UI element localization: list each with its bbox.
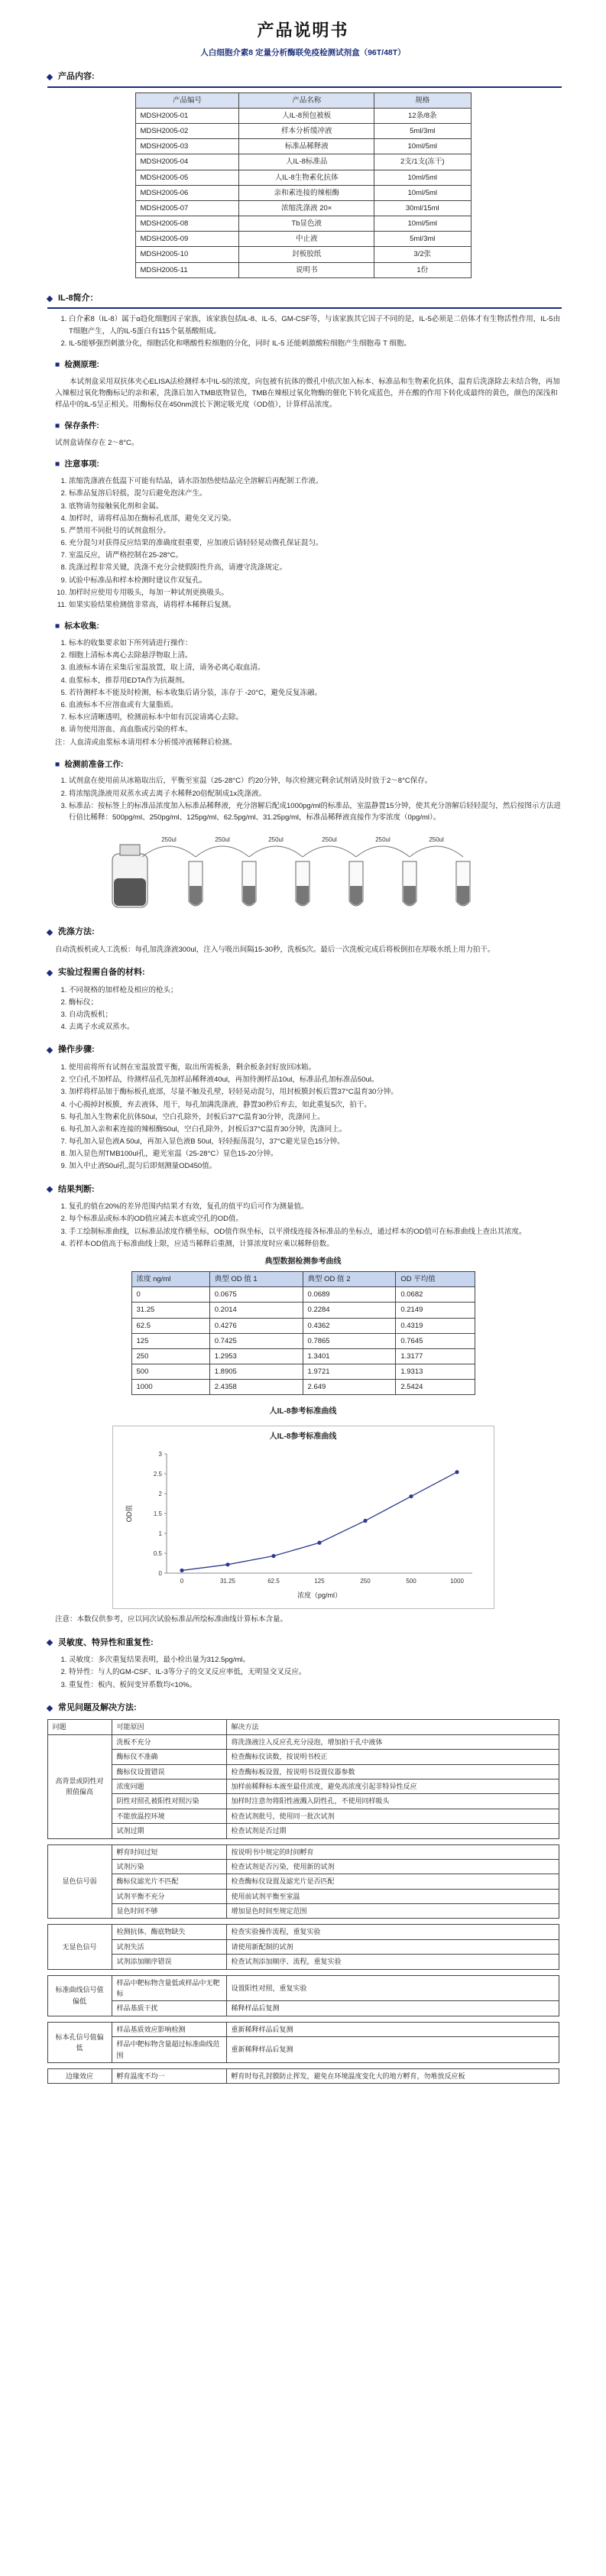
table-cell: 31.25 (131, 1303, 209, 1318)
table-cell: 2.649 (303, 1380, 396, 1395)
y-tick-label: 2.5 (153, 1471, 162, 1478)
table-cell: 0.4362 (303, 1318, 396, 1333)
y-tick-label: 0 (158, 1570, 162, 1578)
table-cell: 0.0682 (396, 1287, 475, 1303)
table-row (131, 1364, 475, 1380)
table-cell: MDSH2005-05 (135, 170, 239, 185)
table-cell: 说明书 (239, 262, 374, 277)
list-item: 2. 细胞上清标本离心去除悬浮物取上清。 (69, 650, 562, 661)
sample-list (55, 638, 562, 736)
diamond-bullet-icon (47, 295, 53, 301)
table-row (47, 1939, 559, 1954)
table-cell: 0.4319 (396, 1318, 475, 1333)
solution-cell: 加样前稀释标本液至最佳浓度，避免高浓度引起非特异性反应 (226, 1779, 559, 1793)
cause-cell: 酶标仪滤光片不匹配 (112, 1874, 226, 1889)
cause-cell: 孵育时间过短 (112, 1844, 226, 1859)
table-cell: Tb显色液 (239, 216, 374, 232)
table-cell: 0.2014 (209, 1303, 303, 1318)
table-row (135, 154, 471, 170)
solution-cell: 检查试剂是否过期 (226, 1824, 559, 1838)
chart-canvas (113, 1443, 494, 1604)
problem-cell: 无显色信号 (47, 1925, 112, 1969)
solution-cell: 加样时注意勿将阳性液溅入阴性孔，不使用同样吸头 (226, 1794, 559, 1809)
result-list (55, 1201, 562, 1250)
table-cell: 0 (131, 1287, 209, 1303)
list-item: 8. 洗涤过程非常关键，洗涤不充分会使假阳性升高，请遵守洗涤规定。 (69, 562, 562, 573)
list-item: 8. 请勿使用溶血、高血脂或污染的样本。 (69, 724, 562, 735)
list-item: 1. 白介素8（IL-8）属于α趋化细胞因子家族，该家族包括IL-8、IL-5、GM-CSF等，与该家族其它因子不同的是，IL-5必须是二倍体才有生物活性作用，IL-5由T细胞产生，人的IL-5蛋白有115个氨基酸组成。 (69, 313, 562, 336)
data-point (409, 1494, 413, 1498)
transfer-arrow-icon (142, 846, 196, 857)
cause-cell: 不能放温控环境 (112, 1809, 226, 1823)
list-item: 11. 如果实验结果检测值非常高，请将样本稀释后复测。 (69, 599, 562, 611)
table-row (47, 1925, 559, 1939)
principle-text: 本试剂盒采用双抗体夹心ELISA法检测样本中IL-5的浓度，向包被有抗体的微孔中依次加入标本、标准品和生物素化抗体，温育后洗涤除去未结合物，再加入辣根过氧化物酶标记的亲和素，洗涤后加入TMB底物显色，TMB在辣根过氧化物酶的催化下转化成蓝色，并在酸的作用下转化成最终的黄色，颜色的深浅和样品中的IL-5呈正相关。用酶标仪在450nm波长下测定吸光度（OD值），计算样品浓度。 (55, 377, 560, 410)
diamond-bullet-icon (47, 970, 53, 976)
table-cell: MDSH2005-02 (135, 123, 239, 138)
solution-cell: 检查试剂批号，使用同一批次试剂 (226, 1809, 559, 1823)
problem-cell: 高背景或阴性对照值偏高 (47, 1734, 112, 1838)
table-header-cell: 典型 OD 值 1 (209, 1271, 303, 1286)
tube-icon (249, 836, 309, 906)
table-row (47, 1779, 559, 1793)
table-cell: 0.7645 (396, 1333, 475, 1348)
table-header-cell: 典型 OD 值 2 (303, 1271, 396, 1286)
solution-cell: 检查试剂添加顺序、流程，重复实验 (226, 1955, 559, 1969)
data-point (317, 1541, 321, 1545)
storage-text: 试剂盒请保存在 2～8°C。 (55, 439, 139, 448)
table-cell: 10ml/5ml (374, 170, 471, 185)
table-row (135, 247, 471, 262)
table-cell: 人IL-8生物素化抗体 (239, 170, 374, 185)
table-cell: 10ml/5ml (374, 139, 471, 154)
list-item: 2. 每个标准品或标本的OD值应减去本底或空孔的OD值。 (69, 1213, 562, 1225)
table-row (47, 1824, 559, 1838)
table-row (135, 108, 471, 123)
table-row (135, 139, 471, 154)
table-row (47, 1794, 559, 1809)
cause-cell: 样品中靶标物含量低或样品中无靶标 (112, 1975, 226, 2001)
list-item: 1. 灵敏度：多次重复结果表明，最小检出量为312.5pg/ml。 (69, 1654, 562, 1666)
section-trouble: 常见问题及解决方法: (47, 1702, 562, 1715)
table-row (131, 1303, 475, 1318)
table-cell: 亲和素连接的辣根酶 (239, 185, 374, 200)
table-header-cell: 问题 (47, 1720, 112, 1734)
solution-cell: 增加显色时间至规定范围 (226, 1904, 559, 1919)
transfer-arrow-icon (410, 846, 463, 857)
solution-cell: 将洗涤液注入反应孔充分浸泡，增加拍干孔中液体 (226, 1734, 559, 1749)
table-header-cell: 可能原因 (112, 1720, 226, 1734)
cause-cell: 试剂失活 (112, 1939, 226, 1954)
table-cell: 3/2张 (374, 247, 471, 262)
cause-cell: 阴性对照孔被阳性对照污染 (112, 1794, 226, 1809)
x-tick-label: 62.5 (267, 1578, 280, 1585)
list-item: 4. 去离子水或双蒸水。 (69, 1021, 562, 1033)
table-cell: 中止液 (239, 232, 374, 247)
spacer-cell (47, 1919, 559, 1925)
cause-cell: 浓度问题 (112, 1779, 226, 1793)
list-item: 1. 使用前将所有试剂在室温放置平衡，取出所需板条，剩余板条封好放回冰箱。 (69, 1062, 562, 1073)
table-cell: MDSH2005-11 (135, 262, 239, 277)
spacer-cell (47, 1969, 559, 1975)
table-spacer (47, 2063, 559, 2069)
solution-cell: 孵育时每孔封膜防止挥发，避免在环境温度变化大的地方孵育，勿堆放反应板 (226, 2069, 559, 2084)
series-line (182, 1472, 457, 1571)
table-cell: 0.0675 (209, 1287, 303, 1303)
section-sample: ■ 标本收集: (55, 621, 99, 631)
dilution-diagram (89, 831, 517, 915)
table-row (131, 1333, 475, 1348)
list-item: 6. 每孔加入亲和素连接的辣根酶50ul，空白孔除外，封板后37°C温育30分钟，洗涤同上。 (69, 1124, 562, 1135)
table-cell: 5ml/3ml (374, 123, 471, 138)
cause-cell: 酶标仪不准确 (112, 1750, 226, 1764)
table-cell: 5ml/3ml (374, 232, 471, 247)
table-row (47, 1904, 559, 1919)
troubleshooting-table (47, 1719, 559, 2084)
list-item: 1. 浓缩洗涤液在低温下可能有结晶，请水浴加热使结晶完全溶解后再配制工作液。 (69, 475, 562, 487)
tube-icon (356, 836, 416, 906)
table-row (135, 200, 471, 216)
list-item: 2. 特异性：与人的GM-CSF、IL-3等分子的交叉反应率低，无明显交叉反应。 (69, 1666, 562, 1678)
section-notice: ■ 注意事项: (55, 459, 99, 469)
table-cell: 封板胶纸 (239, 247, 374, 262)
table-row (47, 1859, 559, 1874)
intro-list (55, 313, 562, 349)
transfer-volume-label: 250ul (214, 836, 230, 844)
y-tick-label: 0.5 (153, 1550, 162, 1558)
transfer-arrow-icon (196, 846, 249, 857)
table-cell: MDSH2005-04 (135, 154, 239, 170)
table-cell: 0.0689 (303, 1287, 396, 1303)
table-cell: 1.3177 (396, 1348, 475, 1364)
table-cell: 30ml/15ml (374, 200, 471, 216)
table-cell: 125 (131, 1333, 209, 1348)
table-row (131, 1348, 475, 1364)
section-prep: ■ 检测前准备工作: (55, 759, 124, 769)
table-spacer (47, 1969, 559, 1975)
cause-cell: 酶标仪设置错误 (112, 1764, 226, 1779)
table-row (47, 2037, 559, 2063)
list-item: 6. 血液标本不应溶血或有大量脂质。 (69, 699, 562, 711)
transfer-arrow-icon (303, 846, 356, 857)
table-row (47, 1975, 559, 2001)
steps-list (55, 1062, 562, 1173)
table-cell: 1份 (374, 262, 471, 277)
section-result: 结果判断: (47, 1183, 562, 1197)
table-cell: 1.9313 (396, 1364, 475, 1380)
section-contents: 产品内容: (47, 70, 562, 88)
table-cell: 1.3401 (303, 1348, 396, 1364)
transfer-volume-label: 250ul (160, 836, 177, 844)
table-cell: MDSH2005-01 (135, 108, 239, 123)
table-header-cell: 解决方法 (226, 1720, 559, 1734)
table-spacer (47, 1838, 559, 1844)
diamond-bullet-icon (47, 1047, 53, 1053)
table-cell: 样本分析缓冲液 (239, 123, 374, 138)
diamond-bullet-icon (47, 1705, 53, 1711)
table-row (131, 1318, 475, 1333)
table-cell: 0.4276 (209, 1318, 303, 1333)
table-header-cell: 浓度 ng/ml (131, 1271, 209, 1286)
table-cell: 标准品稀释液 (239, 139, 374, 154)
table-cell: 浓缩洗涤液 20× (239, 200, 374, 216)
table-header-cell: 产品编号 (135, 92, 239, 108)
table-cell: MDSH2005-03 (135, 139, 239, 154)
list-item: 4. 血浆标本，推荐用EDTA作为抗凝剂。 (69, 675, 562, 686)
solution-cell: 检查酶标仪设置及滤光片是否匹配 (226, 1874, 559, 1889)
tube-icon (303, 836, 363, 906)
list-item: 9. 试验中标准品和样本检测时建议作双复孔。 (69, 575, 562, 586)
table-cell: 2.5424 (396, 1380, 475, 1395)
diamond-bullet-icon (47, 930, 53, 936)
list-item: 5. 若待测样本不能及时检测，标本收集后请分装，冻存于 -20°C，避免反复冻融。 (69, 687, 562, 699)
transfer-volume-label: 250ul (321, 836, 337, 844)
table-row (135, 170, 471, 185)
table-row (135, 262, 471, 277)
solution-cell: 检查试剂是否污染，使用新的试剂 (226, 1859, 559, 1874)
sample-note: 注：人血清或血浆标本请用样本分析缓冲液稀释后检测。 (55, 738, 237, 748)
chart-heading: 人IL-8参考标准曲线 (269, 1407, 337, 1416)
solution-cell: 请使用新配制的试剂 (226, 1939, 559, 1954)
list-item: 7. 每孔加入显色液A 50ul，再加入显色液B 50ul，轻轻振荡混匀，37°C避光显色15分钟。 (69, 1136, 562, 1147)
table-cell: 人IL-8预包被板 (239, 108, 374, 123)
list-item: 6. 充分混匀对获得反应结果的准确度很重要，应加液后请轻轻晃动微孔保证混匀。 (69, 537, 562, 549)
tube-icon (196, 836, 256, 906)
table-row (47, 1764, 559, 1779)
list-item: 1. 试剂盒在使用前从冰箱取出后，平衡至室温（25-28°C）约20分钟，每次检测完剩余试剂请及时放于2～8°C保存。 (69, 775, 562, 787)
solution-cell: 使用前试剂平衡至室温 (226, 1889, 559, 1903)
list-item: 2. 空白孔不加样品，待测样品孔先加样品稀释液40ul，再加待测样品10ul，标准品孔加标准品50ul。 (69, 1074, 562, 1085)
table-cell: 250 (131, 1348, 209, 1364)
y-tick-label: 1.5 (153, 1510, 162, 1518)
table-cell: 500 (131, 1364, 209, 1380)
section-sensitivity: 灵敏度、特异性和重复性: (47, 1637, 562, 1650)
solution-cell: 检查酶标板设置，按说明书设置仪器参数 (226, 1764, 559, 1779)
table-cell: 10ml/5ml (374, 185, 471, 200)
y-axis-label: OD值 (125, 1505, 133, 1523)
self-prep-list (55, 985, 562, 1033)
list-item: 4. 小心揭掉封板膜，弃去液体，甩干，每孔加满洗涤液，静置30秒后弃去，如此重复5次，拍干。 (69, 1099, 562, 1111)
data-point (271, 1554, 275, 1558)
table-cell: 12条/8条 (374, 108, 471, 123)
table-cell: MDSH2005-08 (135, 216, 239, 232)
cause-cell: 显色时间不够 (112, 1904, 226, 1919)
table-header-cell: OD 平均值 (396, 1271, 475, 1286)
table-row (47, 1844, 559, 1859)
table-row (47, 1809, 559, 1823)
list-item: 2. 将浓缩洗涤液用双蒸水或去离子水稀释20倍配制成1x洗涤液。 (69, 788, 562, 800)
problem-cell: 显色信号弱 (47, 1844, 112, 1919)
table-row (47, 2022, 559, 2036)
cause-cell: 试剂污染 (112, 1859, 226, 1874)
section-principle: ■ 检测原理: (55, 359, 99, 369)
cause-cell: 试剂过期 (112, 1824, 226, 1838)
y-tick-label: 2 (158, 1491, 162, 1498)
transfer-volume-label: 250ul (267, 836, 284, 844)
table-header-row (47, 1720, 559, 1734)
data-point (455, 1471, 459, 1475)
solution-cell: 重新稀释样品后复测 (226, 2022, 559, 2036)
table-row (131, 1380, 475, 1395)
table-row (135, 123, 471, 138)
chart-title: 人IL-8参考标准曲线 (269, 1432, 337, 1442)
spacer-cell (47, 2063, 559, 2069)
list-item: 2. 标准品复溶后轻摇，混匀后避免泡沫产生。 (69, 488, 562, 499)
section-storage: ■ 保存条件: (55, 421, 99, 431)
cause-cell: 孵育温度不均一 (112, 2069, 226, 2084)
table-cell: 0.2284 (303, 1303, 396, 1318)
table-cell: 0.7865 (303, 1333, 396, 1348)
list-item: 2. 酶标仪； (69, 997, 562, 1008)
table-row (47, 2069, 559, 2084)
transfer-volume-label: 250ul (428, 836, 444, 844)
spacer-cell (47, 2016, 559, 2022)
cause-cell: 试剂添加顺序错误 (112, 1955, 226, 1969)
table-cell: 1.8905 (209, 1364, 303, 1380)
list-item: 4. 加样时，请将样品加在酶标孔底部，避免交叉污染。 (69, 513, 562, 524)
cause-cell: 样品中靶标物含量超过标准曲线范围 (112, 2037, 226, 2063)
standard-curve-chart (112, 1426, 494, 1609)
problem-cell: 边缘效应 (47, 2069, 112, 2084)
y-tick-label: 1 (158, 1530, 162, 1538)
table-cell: 10ml/5ml (374, 216, 471, 232)
tube-icon (142, 836, 203, 906)
data-table-caption: 典型数据检测参考曲线 (264, 1257, 342, 1266)
stock-bottle-icon (112, 845, 147, 907)
wash-text: 自动洗板机或人工洗板：每孔加洗涤液300ul，注入与吸出间隔15-30秒，洗板5次。最后一次洗板完成后将板倒扣在厚吸水纸上用力拍干。 (55, 945, 495, 954)
x-tick-label: 250 (359, 1578, 371, 1585)
solution-cell: 按说明书中规定的时间孵育 (226, 1844, 559, 1859)
table-row (135, 216, 471, 232)
table-cell: 人IL-8标准品 (239, 154, 374, 170)
cause-cell: 洗板不充分 (112, 1734, 226, 1749)
table-row (131, 1287, 475, 1303)
transfer-arrow-icon (249, 846, 303, 857)
prep-list (55, 775, 562, 823)
section-wash: 洗涤方法: (47, 926, 562, 939)
section-intro: IL-8简介： (47, 292, 562, 310)
tube-icon (410, 836, 470, 906)
table-cell: MDSH2005-10 (135, 247, 239, 262)
section-self-prep: 实验过程需自备的材料: (47, 966, 562, 980)
list-item: 3. 自动洗板机； (69, 1009, 562, 1020)
table-row (47, 2001, 559, 2016)
table-cell: 1.9721 (303, 1364, 396, 1380)
table-cell: 1.2953 (209, 1348, 303, 1364)
list-item: 3. 手工绘制标准曲线，以标准品浓度作横坐标，OD值作纵坐标，以平滑线连接各标准品的坐标点，通过样本的OD值可在标准曲线上查出其浓度。 (69, 1226, 562, 1238)
typical-data-table (131, 1271, 475, 1396)
page-title: 产品说明书 (257, 21, 349, 40)
list-item: 7. 室温反应，请严格控制在25-28°C。 (69, 550, 562, 561)
table-cell: 2支/1支(冻干) (374, 154, 471, 170)
problem-cell: 标本孔信号值偏低 (47, 2022, 112, 2062)
table-cell: MDSH2005-09 (135, 232, 239, 247)
data-point (180, 1569, 183, 1572)
list-item: 9. 加入中止液50ul孔,混匀后即刻测量OD450值。 (69, 1160, 562, 1172)
table-row (47, 1874, 559, 1889)
list-item: 7. 标本应清晰透明，检测前标本中如有沉淀请离心去除。 (69, 712, 562, 723)
table-cell: MDSH2005-06 (135, 185, 239, 200)
section-steps: 操作步骤: (47, 1043, 562, 1057)
transfer-volume-label: 250ul (374, 836, 390, 844)
list-item: 3. 标准品：按标签上的标准品浓度加入标准品稀释液，充分溶解后配成1000pg/ml的标准品，室温静置15分钟，使其充分溶解后轻轻混匀，然后按图示方法进行倍比稀释：500pg/ml、250pg/ml、125pg/ml、62.5pg/ml、31.25pg/ml，标准品稀释液直接作为零浓度（0pg/ml）。 (69, 800, 562, 823)
list-item: 3. 血液标本请在采集后室温放置，取上清，请务必离心取血清。 (69, 662, 562, 673)
page-subtitle: 人白细胞介素8 定量分析酶联免疫检测试剂盒（96T/48T） (200, 48, 406, 58)
list-item: 3. 底物请勿接触氧化剂和金属。 (69, 501, 562, 512)
list-item: 3. 加样将样品加于酶标板孔底部，尽量不触及孔壁，轻轻晃动混匀，用封板膜封板后置37°C温育30分钟。 (69, 1086, 562, 1098)
list-item: 5. 每孔加入生物素化抗体50ul，空白孔除外，封板后37°C温育30分钟，洗涤同上。 (69, 1111, 562, 1123)
problem-cell: 标准曲线信号值偏低 (47, 1975, 112, 2016)
table-cell: 2.4358 (209, 1380, 303, 1395)
transfer-arrow-icon (356, 846, 410, 857)
diamond-bullet-icon (47, 1640, 53, 1646)
table-row (47, 1750, 559, 1764)
spacer-cell (47, 1838, 559, 1844)
table-header-cell: 规格 (374, 92, 471, 108)
x-tick-label: 500 (405, 1578, 416, 1585)
cause-cell: 试剂平衡不充分 (112, 1889, 226, 1903)
x-tick-label: 31.25 (219, 1578, 235, 1585)
cause-cell: 检测抗体、酶底物缺失 (112, 1925, 226, 1939)
list-item: 2. IL-5能够强烈刺激分化，细胞活化和嗜酸性粒细胞的分化，同时 IL-5 还能刺激酸粒细胞产生细胞毒 T 细胞。 (69, 338, 562, 349)
list-item: 1. 不同规格的加样枪及相应的枪头； (69, 985, 562, 996)
table-row (47, 1734, 559, 1749)
table-spacer (47, 1919, 559, 1925)
solution-cell: 检查酶标仪读数，按说明书校正 (226, 1750, 559, 1764)
solution-cell: 稀释样品后复测 (226, 2001, 559, 2016)
list-item: 5. 严禁用不同批号的试剂盒组分。 (69, 525, 562, 537)
table-row (47, 1889, 559, 1903)
kit-contents-table (135, 92, 472, 278)
table-row (135, 185, 471, 200)
x-tick-label: 0 (180, 1578, 183, 1585)
diamond-bullet-icon (47, 1186, 53, 1192)
notice-list (55, 475, 562, 611)
table-spacer (47, 2016, 559, 2022)
list-item: 10. 加样时应使用专用吸头，每加一种试剂更换吸头。 (69, 587, 562, 599)
table-cell: 1000 (131, 1380, 209, 1395)
solution-cell: 重新稀释样品后复测 (226, 2037, 559, 2063)
x-tick-label: 125 (313, 1578, 325, 1585)
table-header-cell: 产品名称 (239, 92, 374, 108)
solution-cell: 检查实验操作流程，重复实验 (226, 1925, 559, 1939)
data-point (225, 1563, 229, 1567)
sensitivity-list (55, 1654, 562, 1691)
list-item: 8. 加入显色剂TMB100ul孔，避光室温（25-28°C）显色15-20分钟。 (69, 1148, 562, 1160)
table-cell: 0.2149 (396, 1303, 475, 1318)
solution-cell: 设置阳性对照，重复实验 (226, 1975, 559, 2001)
cause-cell: 样品基质干扰 (112, 2001, 226, 2016)
table-row (135, 232, 471, 247)
data-point (363, 1519, 367, 1523)
table-row (47, 1955, 559, 1969)
list-item: 1. 标本的收集要求如下所列请进行操作： (69, 638, 562, 649)
x-tick-label: 1000 (449, 1578, 464, 1585)
diamond-bullet-icon (47, 74, 53, 80)
y-tick-label: 3 (158, 1451, 162, 1458)
cause-cell: 样品基质效应影响检测 (112, 2022, 226, 2036)
list-item: 4. 若样本OD值高于标准曲线上限，应适当稀释后重测，计算浓度时应乘以稀释倍数。 (69, 1238, 562, 1250)
x-axis-label: 浓度（pg/ml） (297, 1591, 342, 1600)
chart-note: 注意：本数仅供参考，应以同次试验标准品所绘标准曲线计算标本含量。 (55, 1615, 288, 1624)
table-cell: MDSH2005-07 (135, 200, 239, 216)
table-cell: 62.5 (131, 1318, 209, 1333)
list-item: 1. 复孔的值在20%的差异范围内结果才有效，复孔的值平均后可作为测量值。 (69, 1201, 562, 1212)
table-cell: 0.7425 (209, 1333, 303, 1348)
list-item: 3. 重复性：板内、板间变异系数均<10%。 (69, 1679, 562, 1691)
